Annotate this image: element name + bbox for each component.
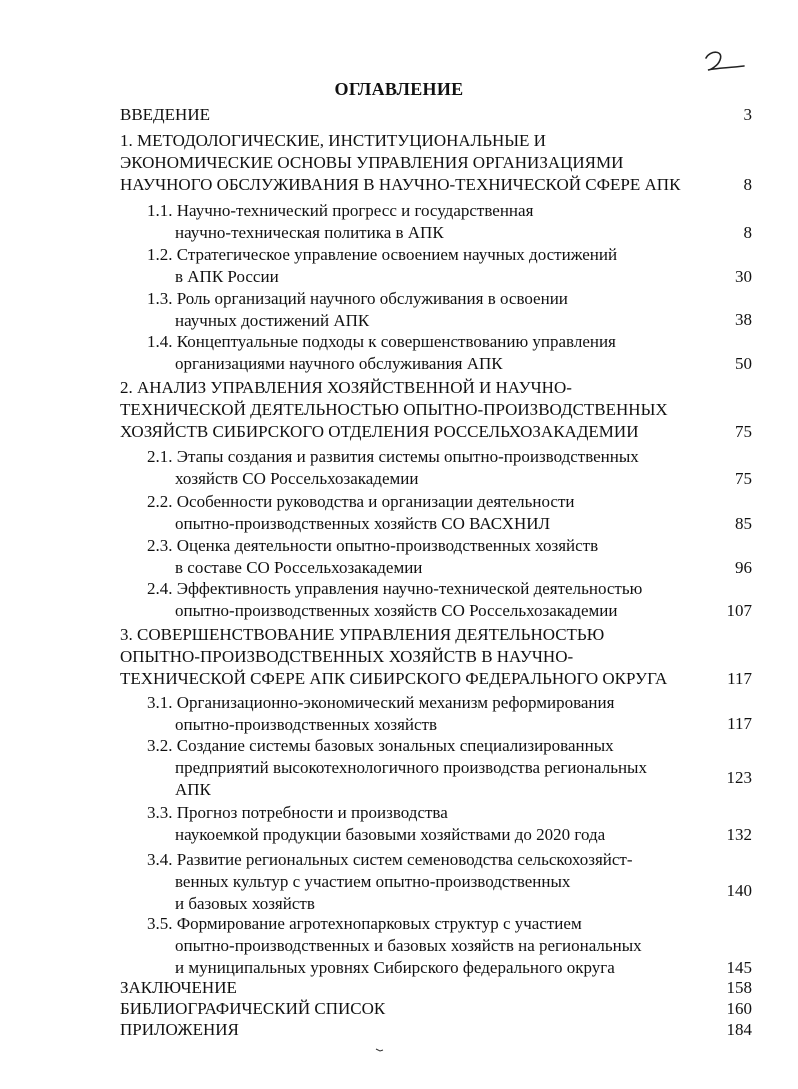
toc-page-number: 85 — [735, 514, 752, 533]
toc-entry-line: 3.2. Создание системы базовых зональных специализированных — [147, 736, 614, 755]
toc-entry-line: ТЕХНИЧЕСКОЙ СФЕРЕ АПК СИБИРСКОГО ФЕДЕРАЛЬНОГО ОКРУГА — [120, 669, 668, 688]
toc-entry-line: 2. АНАЛИЗ УПРАВЛЕНИЯ ХОЗЯЙСТВЕННОЙ И НАУЧНО- — [120, 378, 572, 397]
toc-entry-section-2-3[interactable] — [147, 535, 727, 579]
toc-entry-line: ЗАКЛЮЧЕНИЕ — [120, 978, 237, 997]
toc-entry-line: 2.4. Эффективность управления научно-технической деятельностью — [147, 579, 643, 598]
toc-entry-line: АПК — [175, 780, 211, 799]
toc-entry-bibliography[interactable] — [120, 998, 720, 1020]
toc-page-number: 158 — [726, 978, 752, 997]
toc-entry-section-2-1[interactable] — [147, 446, 727, 490]
toc-entry-section-3-4[interactable] — [147, 849, 727, 915]
toc-entry-line: и базовых хозяйств — [175, 894, 315, 913]
toc-entry-line: 1.2. Стратегическое управление освоением научных достижений — [147, 245, 618, 264]
toc-entry-line: 3.1. Организационно-экономический механизм реформирования — [147, 693, 615, 712]
toc-entry-line: венных культур с участием опытно-производственных — [175, 872, 571, 891]
toc-entry-line: ХОЗЯЙСТВ СИБИРСКОГО ОТДЕЛЕНИЯ РОССЕЛЬХОЗАКАДЕМИИ — [120, 422, 639, 441]
toc-entry-introduction[interactable] — [120, 104, 720, 126]
toc-page-number: 3 — [743, 105, 752, 124]
toc-entry-conclusion[interactable] — [120, 977, 720, 999]
toc-entry-section-2-2[interactable] — [147, 491, 727, 535]
toc-page-number: 117 — [727, 714, 752, 733]
toc-entry-line: 3.5. Формирование агротехнопарковых структур с участием — [147, 914, 582, 933]
toc-page-number: 30 — [735, 267, 752, 286]
toc-page-number: 184 — [726, 1020, 752, 1039]
toc-entry-section-1-1[interactable] — [147, 200, 727, 244]
toc-entry-chapter-2[interactable] — [120, 377, 720, 443]
toc-entry-line: научно-техническая политика в АПК — [175, 223, 444, 242]
toc-entry-line: в АПК России — [175, 267, 279, 286]
toc-page-number: 160 — [726, 999, 752, 1018]
toc-page-number: 75 — [735, 469, 752, 488]
toc-entry-line: ТЕХНИЧЕСКОЙ ДЕЯТЕЛЬНОСТЬЮ ОПЫТНО-ПРОИЗВОДСТВЕННЫХ — [120, 400, 668, 419]
toc-page-number: 140 — [726, 881, 752, 900]
toc-entry-line: опытно-производственных и базовых хозяйств на региональных — [175, 936, 642, 955]
toc-entry-line: организациями научного обслуживания АПК — [175, 354, 503, 373]
toc-entry-line: наукоемкой продукции базовыми хозяйствами до 2020 года — [175, 825, 606, 844]
toc-entry-line: ОПЫТНО-ПРОИЗВОДСТВЕННЫХ ХОЗЯЙСТВ В НАУЧНО- — [120, 647, 574, 666]
toc-entry-section-3-5[interactable] — [147, 913, 727, 979]
toc-entry-line: предприятий высокотехнологичного производства региональных — [175, 758, 647, 777]
toc-entry-line: 1.1. Научно-технический прогресс и государственная — [147, 201, 534, 220]
toc-entry-line: научных достижений АПК — [175, 311, 370, 330]
toc-entry-line: 3.4. Развитие региональных систем семеноводства сельскохозяйст- — [147, 850, 633, 869]
toc-page-number: 123 — [726, 768, 752, 787]
toc-page-number: 50 — [735, 354, 752, 373]
toc-entry-line: 2.2. Особенности руководства и организации деятельности — [147, 492, 575, 511]
toc-entry-line: 1.3. Роль организаций научного обслуживания в освоении — [147, 289, 568, 308]
toc-entry-section-1-2[interactable] — [147, 244, 727, 288]
toc-entry-appendices[interactable] — [120, 1019, 720, 1041]
toc-page-number: 145 — [726, 958, 752, 977]
toc-entry-section-1-3[interactable] — [147, 288, 727, 332]
toc-entry-line: опытно-производственных хозяйств — [175, 715, 437, 734]
toc-entry-line: БИБЛИОГРАФИЧЕСКИЙ СПИСОК — [120, 999, 386, 1018]
toc-page-number: 132 — [726, 825, 752, 844]
toc-entry-line: 1. МЕТОДОЛОГИЧЕСКИЕ, ИНСТИТУЦИОНАЛЬНЫЕ И — [120, 131, 546, 150]
toc-entry-line: 2.3. Оценка деятельности опытно-производственных хозяйств — [147, 536, 599, 555]
toc-entry-line: и муниципальных уровнях Сибирского федерального округа — [175, 958, 615, 977]
toc-entry-chapter-1[interactable] — [120, 130, 720, 196]
toc-entry-line: 3.3. Прогноз потребности и производства — [147, 803, 448, 822]
toc-entry-line: НАУЧНОГО ОБСЛУЖИВАНИЯ В НАУЧНО-ТЕХНИЧЕСКОЙ СФЕРЕ АПК — [120, 175, 681, 194]
toc-entry-line: ПРИЛОЖЕНИЯ — [120, 1020, 239, 1039]
toc-entry-line: ЭКОНОМИЧЕСКИЕ ОСНОВЫ УПРАВЛЕНИЯ ОРГАНИЗАЦИЯМИ — [120, 153, 624, 172]
toc-entry-section-1-4[interactable] — [147, 331, 727, 375]
toc-entry-line: 1.4. Концептуальные подходы к совершенствованию управления — [147, 332, 616, 351]
toc-page-number: 117 — [727, 669, 752, 688]
toc-entry-line: в составе СО Россельхозакадемии — [175, 558, 423, 577]
toc-page-number: 8 — [743, 175, 752, 194]
toc-entry-line: хозяйств СО Россельхозакадемии — [175, 469, 419, 488]
toc-entry-line: ВВЕДЕНИЕ — [120, 105, 210, 124]
toc-entry-line: опытно-производственных хозяйств СО Россельхозакадемии — [175, 601, 618, 620]
toc-entry-section-3-1[interactable] — [147, 692, 727, 736]
toc-entry-line: 2.1. Этапы создания и развития системы опытно-производственных — [147, 447, 639, 466]
toc-entry-chapter-3[interactable] — [120, 624, 720, 690]
toc-page-number: 96 — [735, 558, 752, 577]
toc-page-number: 38 — [735, 310, 752, 329]
page-title: ОГЛАВЛЕНИЕ — [334, 79, 464, 99]
toc-entry-section-3-3[interactable] — [147, 802, 727, 846]
toc-page-number: 8 — [743, 223, 752, 242]
toc-page-number: 75 — [735, 422, 752, 441]
toc-entry-section-2-4[interactable] — [147, 578, 727, 622]
scan-speck-mark — [375, 1047, 385, 1053]
toc-entry-section-3-2[interactable] — [147, 735, 727, 801]
toc-entry-line: опытно-производственных хозяйств СО ВАСХНИЛ — [175, 514, 551, 533]
toc-page-number: 107 — [726, 601, 752, 620]
toc-entry-line: 3. СОВЕРШЕНСТВОВАНИЕ УПРАВЛЕНИЯ ДЕЯТЕЛЬНОСТЬЮ — [120, 625, 605, 644]
